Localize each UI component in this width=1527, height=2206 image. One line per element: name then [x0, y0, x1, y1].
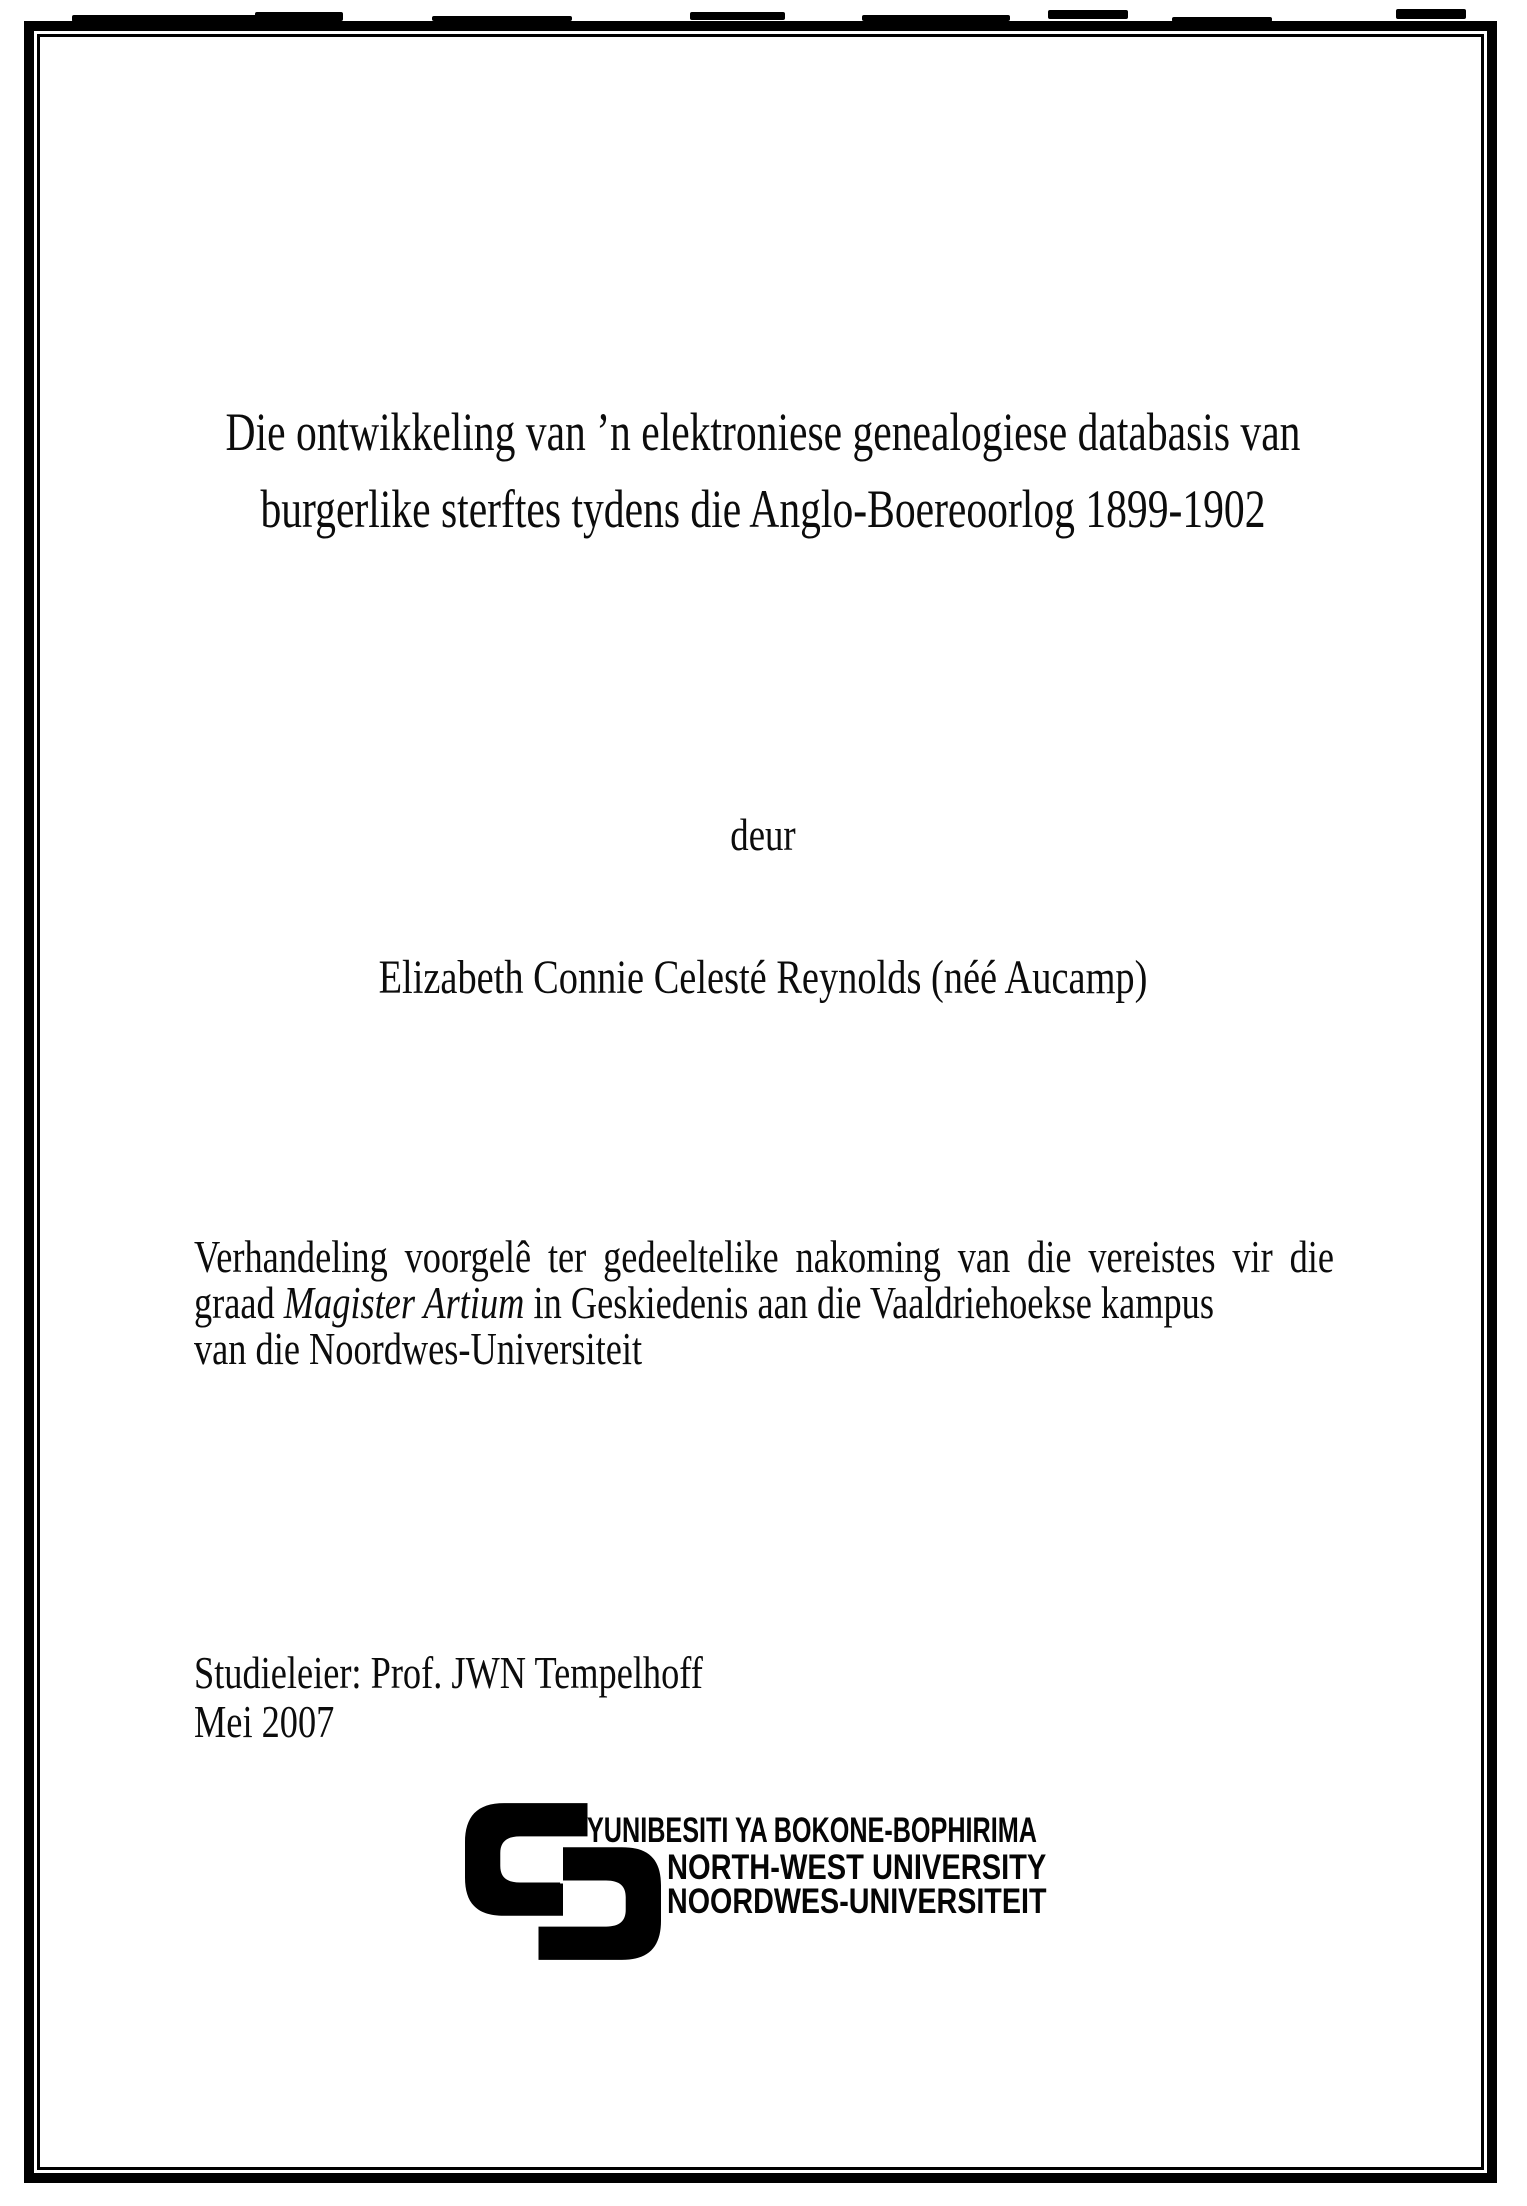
degree-statement-line-1: Verhandeling voorgelê ter gedeeltelike nakoming van die vereistes vir die	[194, 1231, 1334, 1282]
scan-artifact	[72, 15, 262, 22]
supervisor-line: Studieleier: Prof. JWN Tempelhoff	[194, 1647, 703, 1698]
byline-deur: deur	[730, 809, 796, 860]
logo-name-setswana: YUNIBESITI YA BOKONE-BOPHIRIMA	[587, 1811, 1037, 1850]
thesis-title	[189, 394, 1336, 548]
supervisor-block	[194, 1648, 1142, 1746]
degree-statement-line-2	[194, 1277, 1334, 1328]
scan-artifact	[432, 16, 572, 21]
degree-statement-line-3: van die Noordwes-Universiteit	[194, 1323, 643, 1374]
degree-statement	[194, 1231, 1334, 1374]
nwu-logo-text	[587, 1813, 1187, 1933]
degree-name-italic: Magister Artium	[283, 1277, 525, 1328]
scan-artifact	[862, 15, 1010, 21]
scan-artifact	[1048, 10, 1128, 19]
thesis-title-line-2: burgerlike sterftes tydens die Anglo-Boereoorlog 1899-1902	[260, 479, 1266, 539]
degree-statement-line-2-pre: graad	[194, 1277, 284, 1328]
scan-artifact	[690, 12, 785, 20]
author-name: Elizabeth Connie Celesté Reynolds (néé Aucamp)	[378, 951, 1148, 1004]
scan-artifact	[1172, 17, 1272, 22]
date-line: Mei 2007	[194, 1696, 335, 1747]
scan-artifact	[255, 12, 343, 21]
logo-name-english: NORTH-WEST UNIVERSITY	[667, 1848, 1047, 1887]
scan-artifact	[1396, 9, 1466, 19]
logo-name-afrikaans: NOORDWES-UNIVERSITEIT	[667, 1882, 1047, 1921]
thesis-title-line-1: Die ontwikkeling van ’n elektroniese genealogiese databasis van	[225, 402, 1301, 462]
degree-statement-line-2-post: in Geskiedenis aan die Vaaldriehoekse kampus	[524, 1277, 1214, 1328]
